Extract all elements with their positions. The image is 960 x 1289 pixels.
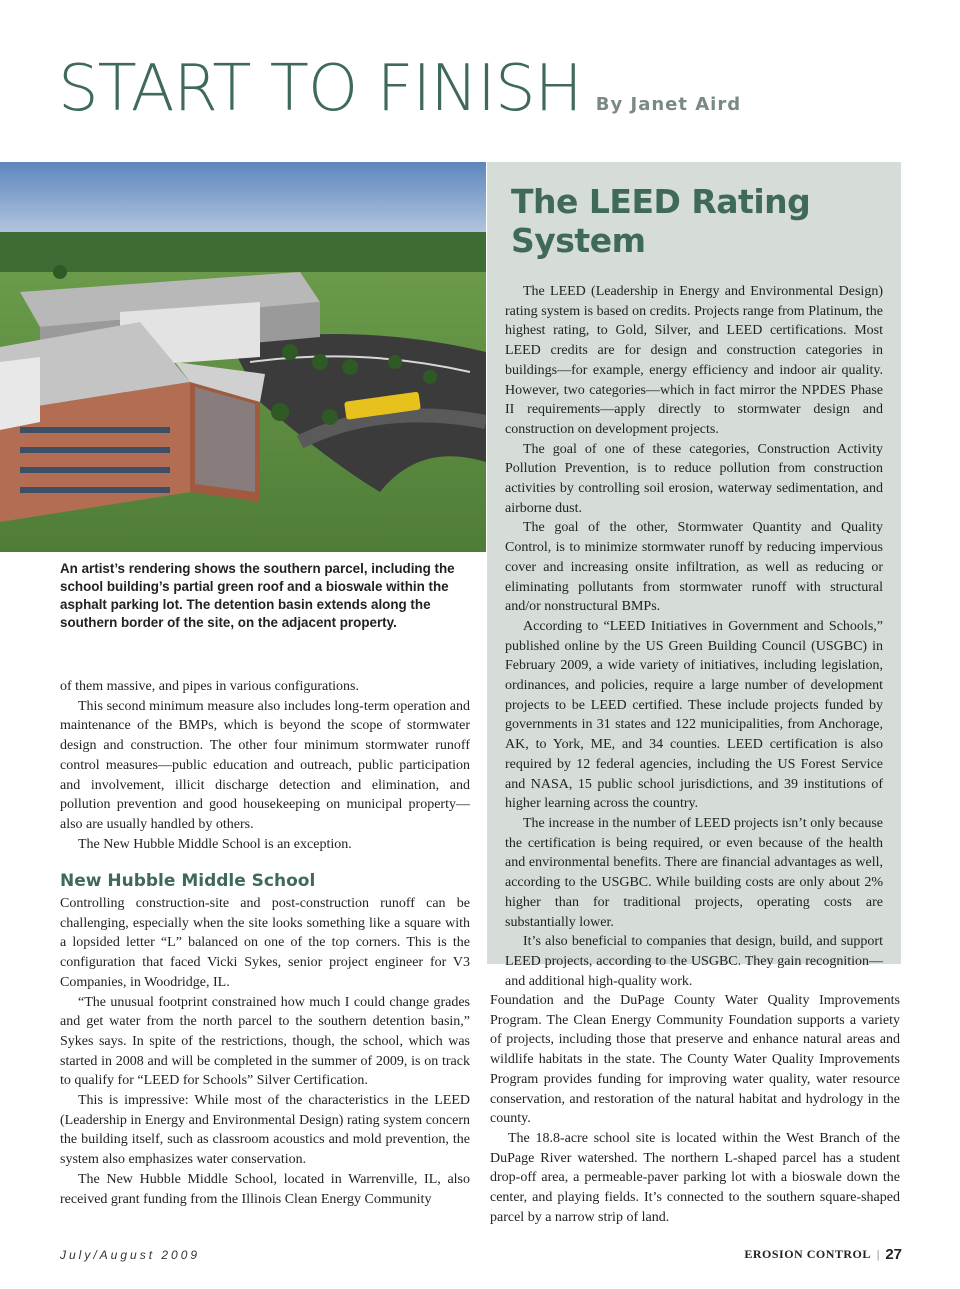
sidebar-paragraph: It’s also beneficial to companies that design, build, and support LEED projects, according to the USGBC. They gain recognition—and additional high-quality work. [505,934,883,989]
body-paragraph: Foundation and the DuPage County Water Quality Improvements Program. The Clean Energy Community Foundation supports a variety of projects, including those that preserve and enhance natural areas and wildlife habitats in the state. The County Water Quality Improvements Program provides funding for improving water quality, water resource conservation, and restoration of the natural habitat and hydrology in the county. [490,993,900,1127]
leed-sidebar [487,162,901,989]
left-column-top [60,677,470,854]
issue-date: July/August 2009 [60,1248,201,1262]
title-row [58,52,741,126]
body-paragraph: This second minimum measure also includes long-term operation and maintenance of the BMPs, which is beyond the scope of stormwater design and construction. The other four minimum stormwater runoff control measures—public education and outreach, public participation and involvement, illicit discharge detection and elimination, and pollution prevention and good housekeeping on municipal property—also are usually handled by others. [60,698,470,832]
body-paragraph: Controlling construction-site and post-construction runoff can be challenging, especially when the site looks something like a square with a lopsided letter “L” balanced on one of the top corners. This is the configuration that faced Vicki Sykes, senior project engineer for V3 Companies, in Woodridge, IL. [60,896,470,990]
school-rendering-image [0,162,486,552]
sidebar-paragraph: The goal of the other, Stormwater Quantity and Quality Control, is to minimize stormwater runoff by reducing impervious cover and increasing onsite infiltration, as well as reducing or eliminating pollutants from stormwater runoff with structural and/or nonstructural BMPs. [505,520,883,615]
page-number: 27 [885,1246,902,1263]
body-paragraph: of them massive, and pipes in various configurations. [60,679,359,694]
page-footer [744,1246,902,1263]
body-paragraph: “The unusual footprint constrained how much I could change grades and get water from the north parcel to the southern detention basin,” Sykes says. In spite of the restrictions, though, the school, which was started in 2008 and will be completed in the summer of 2009, is on track to qualify for “LEED for Schools” Silver Certification. [60,994,470,1089]
section-heading: New Hubble Middle School [60,871,316,891]
image-caption: An artist’s rendering shows the southern parcel, including the school building’s partial green roof and a bioswale within the asphalt parking lot. The detention basin extends along the southern border of the site, on the adjacent property. [60,561,455,630]
left-column-bottom [60,894,470,1209]
right-column-bottom [490,991,900,1227]
sidebar-paragraph: The goal of one of these categories, Construction Activity Pollution Prevention, is to reduce pollution from construction activities by controlling soil erosion, waterway sedimentation, and airborne dust. [505,441,883,516]
sidebar-paragraph: The increase in the number of LEED projects isn’t only because the certification is being required, or even because of the health and environmental benefits. There are financial advantages as well, according to the USGBC. While building costs are only about 2% higher than for traditional projects, operating costs are substantially lower. [505,815,883,930]
body-paragraph: The New Hubble Middle School is an exception. [78,836,352,852]
body-paragraph: The 18.8-acre school site is located within the West Branch of the DuPage River watershed. The northern L-shaped parcel has a student drop-off area, a permeable-paver parking lot with a bioswale down the center, and playing fields. It’s connected to the southern square-shaped parcel by a narrow strip of land. [490,1130,900,1225]
sidebar-paragraph: The LEED (Leadership in Energy and Environmental Design) rating system is based on credits. Projects range from Platinum, the highest rating, to Gold, Silver, and LEED certifications. Most LEED credits are for design and construction categories in buildings—for example, energy efficiency and indoor air quality. However, two categories—which in fact mirror the NPDES Phase II requirements—apply directly to stormwater design and construction on development projects. [505,284,883,437]
body-paragraph: This is impressive: While most of the characteristics in the LEED (Leadership in Energy and Environmental Design) rating system concern the building itself, such as classroom acoustics and mold prevention, the system also emphasizes water conservation. [60,1093,470,1168]
footer-separator: | [876,1247,880,1261]
school-rendering-illustration [0,162,486,552]
sidebar-paragraph: According to “LEED Initiatives in Government and Schools,” published online by the US Green Building Council (USGBC) in February 2009, a wide variety of initiatives, including legislation, ordinances, and policies, require a large number of development projects to be LEED certified. These include projects funded by governments in 31 states and 122 municipalities, from Anchorage, AK, to York, ME, and 34 counties. LEED certification is also required by 12 federal agencies, including the US Forest Service and NASA, 15 public school jurisdictions, and 39 institutions of higher learning across the country. [505,618,883,812]
sidebar-title: The LEED Rating System [511,182,811,260]
article-title: START TO FINISH [58,52,582,126]
magazine-name: EROSION CONTROL [744,1247,871,1261]
byline: By Janet Aird [595,94,742,115]
body-paragraph: The New Hubble Middle School, located in Warrenville, IL, also received grant funding from the Illinois Clean Energy Community [60,1171,470,1207]
